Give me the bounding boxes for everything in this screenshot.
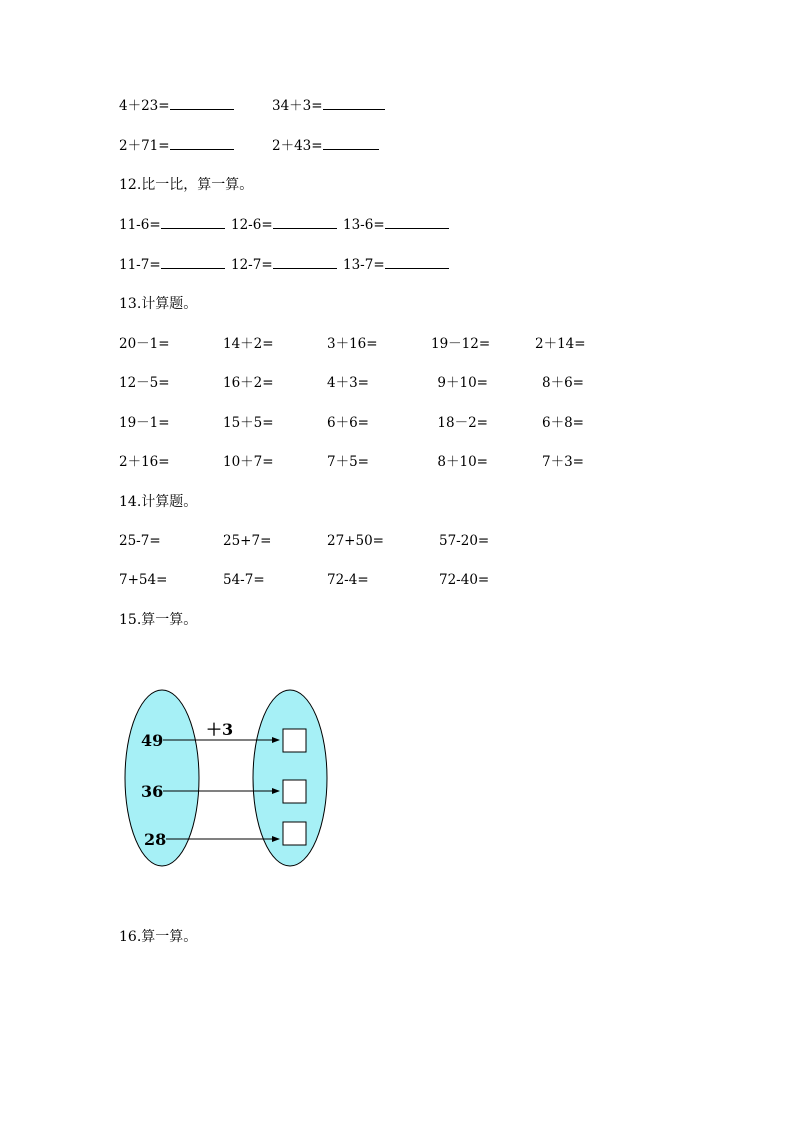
q13-item: 18－2=: [437, 415, 488, 431]
q13-item: 10＋7=: [223, 454, 274, 470]
answer-blank[interactable]: [385, 256, 449, 269]
expression: 34＋3=: [272, 98, 323, 114]
q14-item: 25+7=: [223, 533, 272, 549]
expression: 11-7=: [119, 257, 161, 273]
q12-row-1-col-1: [119, 216, 225, 234]
q13-item: 15＋5=: [223, 415, 274, 431]
answer-box[interactable]: [283, 822, 306, 845]
q13-item: 7＋3=: [542, 454, 584, 470]
answer-box[interactable]: [283, 780, 306, 803]
expression: 2＋43=: [272, 138, 323, 154]
mapping-diagram: [118, 684, 338, 876]
answer-blank[interactable]: [273, 256, 337, 269]
top-row-1-col-1: [119, 97, 234, 115]
answer-blank[interactable]: [323, 97, 385, 110]
expression: 13-7=: [343, 257, 385, 273]
answer-blank[interactable]: [161, 216, 225, 229]
q13-item: 20－1=: [119, 336, 170, 352]
q12-row-2-col-2: [231, 256, 337, 274]
answer-blank[interactable]: [323, 137, 379, 150]
expression: 12-6=: [231, 217, 273, 233]
q13-item: 3＋16=: [327, 336, 378, 352]
question-14-title: 14.计算题。: [119, 494, 198, 510]
question-15-title: 15.算一算。: [119, 612, 198, 628]
q12-row-1-col-2: [231, 216, 337, 234]
answer-blank[interactable]: [170, 137, 234, 150]
q13-item: 2＋16=: [119, 454, 170, 470]
q12-row-1-col-3: [343, 216, 449, 234]
q13-item: 12－5=: [119, 375, 170, 391]
q12-row-2-col-3: [343, 256, 449, 274]
q14-item: 72-4=: [327, 572, 369, 588]
question-16-title: 16.算一算。: [119, 929, 198, 945]
input-value: 49: [141, 731, 164, 750]
expression: 12-7=: [231, 257, 273, 273]
q13-item: 2＋14=: [535, 336, 586, 352]
operation-label: ＋3: [206, 720, 234, 739]
q13-item: 8＋10=: [437, 454, 488, 470]
q14-item: 72-40=: [439, 572, 490, 588]
q13-item: 8＋6=: [542, 375, 584, 391]
input-value: 28: [144, 830, 167, 849]
top-row-2-col-2: [272, 137, 379, 155]
q13-item: 6＋6=: [327, 415, 369, 431]
input-value: 36: [141, 782, 164, 801]
question-12-title: 12.比一比，算一算。: [119, 177, 254, 193]
q13-item: 14＋2=: [223, 336, 274, 352]
answer-blank[interactable]: [385, 216, 449, 229]
question-13-title: 13.计算题。: [119, 296, 198, 312]
answer-blank[interactable]: [170, 97, 234, 110]
answer-blank[interactable]: [273, 216, 337, 229]
q13-item: 6＋8=: [542, 415, 584, 431]
top-row-1-col-2: [272, 97, 385, 115]
q13-item: 19－12=: [431, 336, 491, 352]
top-row-2-col-1: [119, 137, 234, 155]
q12-row-2-col-1: [119, 256, 225, 274]
answer-blank[interactable]: [161, 256, 225, 269]
q13-item: 9＋10=: [437, 375, 488, 391]
q14-item: 54-7=: [223, 572, 265, 588]
q14-item: 7+54=: [119, 572, 168, 588]
q14-item: 25-7=: [119, 533, 161, 549]
q13-item: 19－1=: [119, 415, 170, 431]
expression: 13-6=: [343, 217, 385, 233]
answer-box[interactable]: [283, 729, 306, 752]
q14-item: 57-20=: [439, 533, 490, 549]
expression: 2＋71=: [119, 138, 170, 154]
q13-item: 7＋5=: [327, 454, 369, 470]
expression: 11-6=: [119, 217, 161, 233]
expression: 4＋23=: [119, 98, 170, 114]
q13-item: 4＋3=: [327, 375, 369, 391]
q13-item: 16＋2=: [223, 375, 274, 391]
q14-item: 27+50=: [327, 533, 384, 549]
